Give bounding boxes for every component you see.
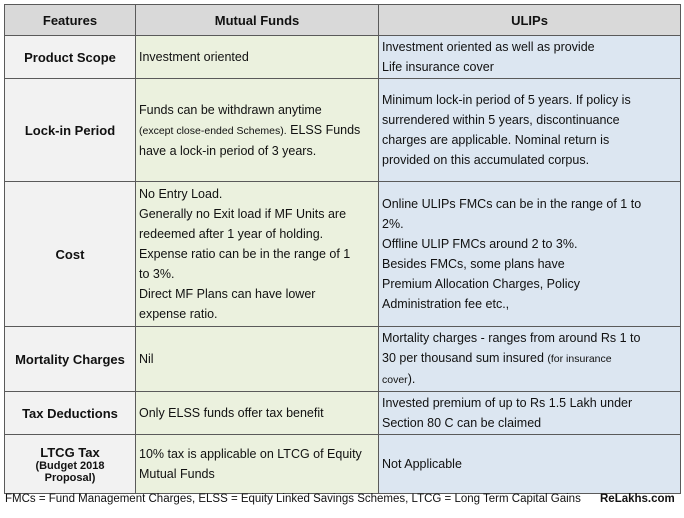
feature-label: Lock-in Period <box>5 79 136 182</box>
mf-cell: No Entry Load. Generally no Exit load if MF Units are redeemed after 1 year of holding. Expense ratio can be in the range of 1 to 3%. Direct MF Plans can have lower expense ratio. <box>136 182 379 327</box>
mf-cell: Funds can be withdrawn anytime (except close-ended Schemes). ELSS Funds have a lock-in period of 3 years. <box>136 79 379 182</box>
ulip-cell: Mortality charges - ranges from around Rs 1 to 30 per thousand sum insured (for insurance cover). <box>379 327 681 392</box>
header-features: Features <box>5 5 136 36</box>
mf-cell: Only ELSS funds offer tax benefit <box>136 392 379 435</box>
header-mutual-funds: Mutual Funds <box>136 5 379 36</box>
row-lock-in-period <box>5 79 681 182</box>
feature-label: Cost <box>5 182 136 327</box>
header-row <box>5 5 681 36</box>
ulip-cell: Minimum lock-in period of 5 years. If policy is surrendered within 5 years, discontinuance charges are applicable. Nominal return is provided on this accumulated corpus. <box>379 79 681 182</box>
feature-label: LTCG Tax (Budget 2018 Proposal) <box>5 435 136 494</box>
header-ulips: ULIPs <box>379 5 681 36</box>
mf-cell: 10% tax is applicable on LTCG of Equity Mutual Funds <box>136 435 379 494</box>
row-tax-deductions <box>5 392 681 435</box>
brand-text: ReLakhs.com <box>600 493 675 505</box>
row-product-scope <box>5 36 681 79</box>
footer-note: FMCs = Fund Management Charges, ELSS = Equity Linked Savings Schemes, LTCG = Long Term Capital Gains <box>5 493 581 505</box>
comparison-table <box>4 4 681 494</box>
ulip-cell: Not Applicable <box>379 435 681 494</box>
feature-label: Tax Deductions <box>5 392 136 435</box>
mf-cell: Investment oriented <box>136 36 379 79</box>
feature-label: Product Scope <box>5 36 136 79</box>
ulip-cell: Investment oriented as well as provide Life insurance cover <box>379 36 681 79</box>
feature-label: Mortality Charges <box>5 327 136 392</box>
row-mortality-charges <box>5 327 681 392</box>
mf-cell: Nil <box>136 327 379 392</box>
ulip-cell: Invested premium of up to Rs 1.5 Lakh under Section 80 C can be claimed <box>379 392 681 435</box>
ulip-cell: Online ULIPs FMCs can be in the range of 1 to 2%. Offline ULIP FMCs around 2 to 3%. Besides FMCs, some plans have Premium Allocation Charges, Policy Administration fee etc., <box>379 182 681 327</box>
row-cost <box>5 182 681 327</box>
row-ltcg-tax <box>5 435 681 494</box>
